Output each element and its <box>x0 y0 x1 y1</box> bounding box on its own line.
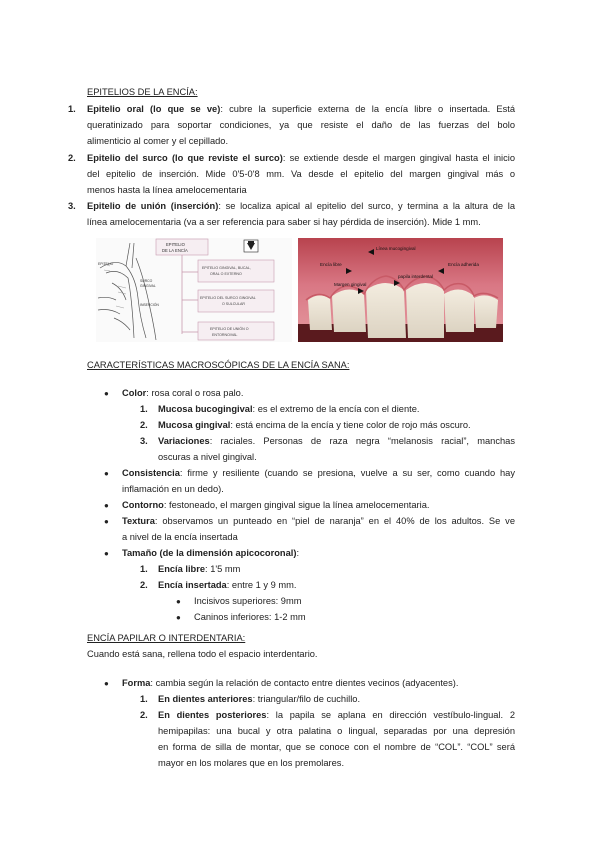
photo-label: Margen gingival <box>334 282 367 287</box>
list-item-line: del epitelio de inserción. Mide 0'5-0'8 mm. Va desde el epitelio del margen gingival más o <box>87 169 515 179</box>
bullet: ● <box>104 517 109 526</box>
list-item: Mucosa bucogingival: es el extremo de la encía con el diente. <box>158 404 420 414</box>
bullet: ● <box>104 501 109 510</box>
photo-label: Encía libre <box>320 262 342 267</box>
list-item-cont: hemipapilas: una bucal y otra palatina o lingual, separadas por una depresión <box>158 726 515 736</box>
bullet: ● <box>176 613 181 622</box>
section-title-caracteristicas: CARACTERÍSTICAS MACROSCÓPICAS DE LA ENCÍA SANA: <box>87 360 350 370</box>
list-item-line: menos hasta la línea amelocementaria <box>87 185 247 195</box>
box-label: EPITELIO GINGIVAL, BUCAL, <box>202 266 251 270</box>
list-number: 1. <box>68 104 76 114</box>
bullet: ● <box>176 597 181 606</box>
list-item: Encía libre: 1'5 mm <box>158 564 241 574</box>
bullet: ● <box>104 389 109 398</box>
box-label: EPITELIO DEL SURCO GINGIVAL <box>200 296 256 300</box>
bullet: ● <box>104 679 109 688</box>
photo-label: papila interdental <box>398 274 433 279</box>
sketch-label: EPITELIO <box>98 262 114 266</box>
bullet: ● <box>104 469 109 478</box>
list-item-cont: mayor en los molares que en los premolares. <box>158 758 345 768</box>
list-item-cont: inflamación en un dedo). <box>122 484 224 494</box>
list-item: Textura: observamos un punteado en “piel de naranja” en el 40% de los adultos. Se ve <box>122 516 515 526</box>
list-item: Variaciones: raciales. Personas de raza negra “melanosis racial”, manchas <box>158 436 515 446</box>
list-item: Incisivos superiores: 9mm <box>194 596 302 606</box>
list-number: 2. <box>68 153 76 163</box>
sketch-label: SURCO <box>140 279 153 283</box>
tooth-icon <box>244 240 258 252</box>
box-label: O SULCULAR <box>222 302 245 306</box>
list-item: Caninos inferiores: 1-2 mm <box>194 612 306 622</box>
list-item: Consistencia: firme y resiliente (cuando se presiona, vuelve a su ser, como cuando hay <box>122 468 515 478</box>
list-item-line: Epitelio oral (lo que se ve): cubre la superficie externa de la encía libre o insertada. Está <box>87 104 515 114</box>
sketch-label: INSERCIÓN <box>140 303 159 307</box>
list-number: 1. <box>140 694 148 704</box>
list-number: 2. <box>140 580 148 590</box>
header-label: EPITELIO <box>166 242 185 247</box>
photo-svg <box>298 238 503 342</box>
gingival-epithelium-diagram <box>96 238 292 342</box>
list-item-cont: en forma de silla de montar, que se conoce con el nombre de “COL”. “COL” será <box>158 742 515 752</box>
gingiva-photo <box>298 238 503 342</box>
list-item: Tamaño (de la dimensión apicocoronal): <box>122 548 300 558</box>
box-label: ORAL O EXTERNO <box>210 272 242 276</box>
list-item: Mucosa gingival: está encima de la encía y tiene color de rojo más oscuro. <box>158 420 471 430</box>
list-item: Color: rosa coral o rosa palo. <box>122 388 244 398</box>
list-number: 2. <box>140 420 148 430</box>
photo-label: Línea mucogingival <box>376 246 416 251</box>
list-number: 3. <box>140 436 148 446</box>
box-label: EPITELIO DE UNIÓN O <box>210 327 249 331</box>
section-title-papilar: ENCÍA PAPILAR O INTERDENTARIA: <box>87 633 246 643</box>
section-title-epitelios: EPITELIOS DE LA ENCÍA: <box>87 87 198 97</box>
list-item-cont: a nivel de la encía insertada <box>122 532 238 542</box>
list-item: En dientes anteriores: triangular/filo de cuchillo. <box>158 694 361 704</box>
section-intro: Cuando está sana, rellena todo el espacio interdentario. <box>87 649 318 659</box>
list-item-line: queratinizado para soportar condiciones, ya que resiste el daño de las fuerzas del bolo <box>87 120 515 130</box>
list-item: Forma: cambia según la relación de contacto entre dientes vecinos (adyacentes). <box>122 678 459 688</box>
diagram-svg <box>96 238 292 342</box>
list-item: Encía insertada: entre 1 y 9 mm. <box>158 580 297 590</box>
list-item-line: alimenticio al comer y el cepillado. <box>87 136 229 146</box>
list-number: 3. <box>68 201 76 211</box>
sketch-label: GINGIVAL <box>140 284 156 288</box>
list-item-line: Epitelio de unión (inserción): se localiza apical al epitelio del surco, y termina a la altura de la <box>87 201 516 211</box>
list-item-line: Epitelio del surco (lo que reviste el surco): se extiende desde el margen gingival hasta el inicio <box>87 153 516 163</box>
list-number: 1. <box>140 564 148 574</box>
list-item: Contorno: festoneado, el margen gingival sigue la línea amelocementaria. <box>122 500 430 510</box>
bullet: ● <box>104 549 109 558</box>
photo-label: Encía adherida <box>448 262 479 267</box>
list-item-line: línea amelocementaria (va a ser referencia para saber si hay pérdida de inserción). Mide 1 mm. <box>87 217 481 227</box>
list-number: 2. <box>140 710 148 720</box>
box-label: ENTORNO/VAL <box>212 333 238 337</box>
list-number: 1. <box>140 404 148 414</box>
list-item: En dientes posteriores: la papila se aplana en dirección vestíbulo-lingual. 2 <box>158 710 515 720</box>
list-item-cont: oscuras a nivel gingival. <box>158 452 257 462</box>
header-label: DE LA ENCÍA <box>162 248 188 253</box>
